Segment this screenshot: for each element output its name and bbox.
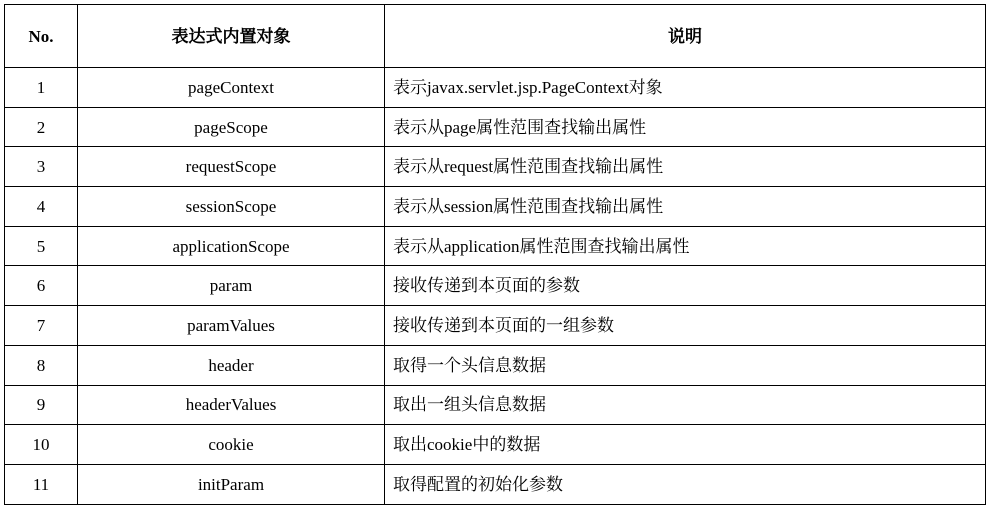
cell-object: sessionScope [78,187,385,227]
cell-no: 5 [5,226,78,266]
cell-description: 表示从page属性范围查找输出属性 [385,107,986,147]
table-row [5,464,986,504]
cell-object: initParam [78,464,385,504]
header-object: 表达式内置对象 [78,5,385,68]
cell-no: 8 [5,345,78,385]
cell-description: 表示从session属性范围查找输出属性 [385,187,986,227]
cell-description: 取出一组头信息数据 [385,385,986,425]
table-row [5,226,986,266]
cell-no: 1 [5,68,78,108]
cell-description: 接收传递到本页面的参数 [385,266,986,306]
cell-no: 11 [5,464,78,504]
header-row [5,5,986,68]
cell-object: paramValues [78,306,385,346]
header-no: No. [5,5,78,68]
cell-object: headerValues [78,385,385,425]
table-row [5,385,986,425]
el-implicit-objects-table [4,4,986,505]
table-header [5,5,986,68]
cell-object: cookie [78,425,385,465]
cell-object: pageContext [78,68,385,108]
cell-description: 取出cookie中的数据 [385,425,986,465]
cell-object: param [78,266,385,306]
cell-no: 4 [5,187,78,227]
table-row [5,187,986,227]
table-row [5,107,986,147]
table-row [5,345,986,385]
el-implicit-objects-table-container [4,4,986,505]
cell-object: pageScope [78,107,385,147]
cell-object: header [78,345,385,385]
cell-no: 6 [5,266,78,306]
cell-description: 表示从request属性范围查找输出属性 [385,147,986,187]
cell-no: 3 [5,147,78,187]
cell-description: 取得一个头信息数据 [385,345,986,385]
cell-description: 取得配置的初始化参数 [385,464,986,504]
cell-object: requestScope [78,147,385,187]
cell-no: 7 [5,306,78,346]
cell-object: applicationScope [78,226,385,266]
cell-description: 接收传递到本页面的一组参数 [385,306,986,346]
table-row [5,266,986,306]
table-row [5,425,986,465]
cell-no: 2 [5,107,78,147]
cell-no: 10 [5,425,78,465]
table-row [5,306,986,346]
table-row [5,147,986,187]
cell-description: 表示从application属性范围查找输出属性 [385,226,986,266]
table-row [5,68,986,108]
table-body [5,68,986,505]
header-description: 说明 [385,5,986,68]
cell-no: 9 [5,385,78,425]
cell-description: 表示javax.servlet.jsp.PageContext对象 [385,68,986,108]
